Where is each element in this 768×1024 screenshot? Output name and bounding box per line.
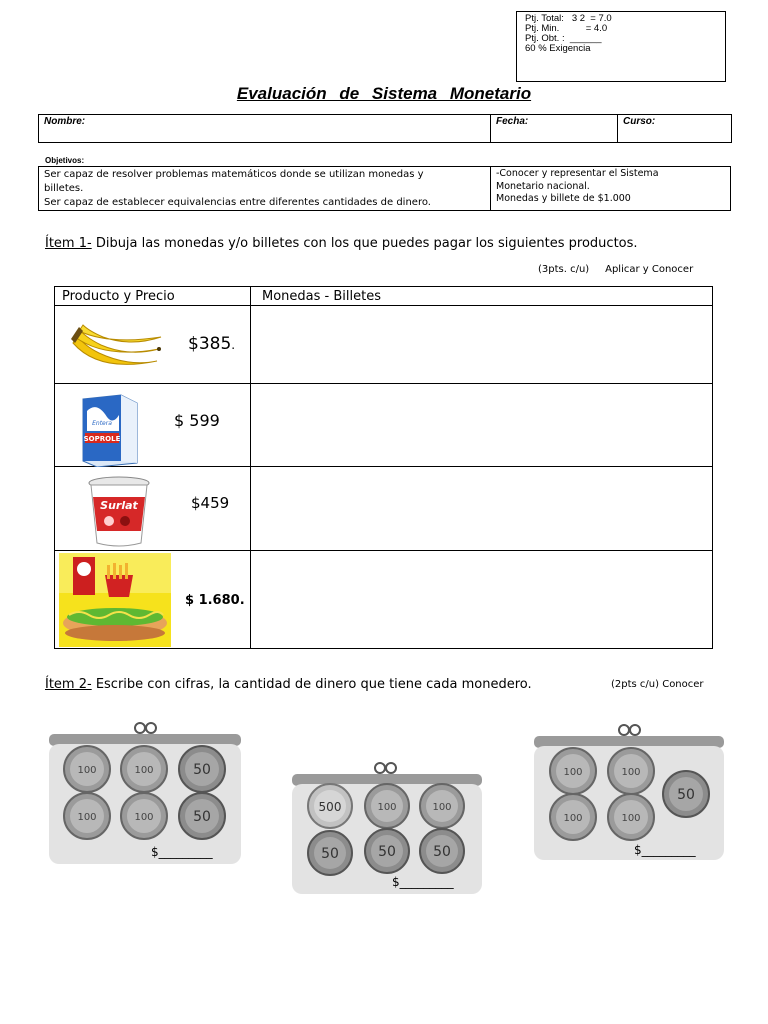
svg-text:100: 100	[563, 767, 583, 778]
objectives-right	[491, 167, 730, 210]
svg-text:100: 100	[134, 765, 154, 776]
purse-2	[290, 762, 484, 896]
score-obtained: Ptj. Obt. : ______	[525, 33, 602, 44]
coin-100	[365, 784, 409, 828]
objectives-table	[38, 166, 731, 211]
answer-blank[interactable]: $_________	[151, 845, 213, 859]
svg-text:100: 100	[134, 812, 154, 823]
coin-100	[608, 748, 654, 794]
score-min: Ptj. Min. = 4.0	[525, 23, 608, 34]
item1-heading	[45, 236, 638, 251]
column-divider	[250, 287, 251, 648]
item1-text: Dibuja las monedas y/o billetes con los que puedes pagar los siguientes productos.	[91, 236, 638, 251]
item2-text: Escribe con cifras, la cantidad de dinero que tiene cada monedero.	[91, 677, 532, 692]
price-banana: $385.	[188, 334, 236, 354]
svg-text:50: 50	[433, 844, 451, 860]
objective-line: Ser capaz de resolver problemas matemáticos donde se utilizan monedas y	[44, 169, 424, 180]
coin-50	[308, 831, 352, 875]
student-info-table	[38, 114, 732, 143]
course-field[interactable]: Curso:	[623, 116, 656, 127]
svg-text:100: 100	[377, 802, 397, 813]
coin-100	[64, 793, 110, 839]
coin-100	[420, 784, 464, 828]
yogurt-icon	[85, 475, 153, 549]
price-yogurt: $459	[191, 494, 230, 512]
coin-50	[179, 746, 225, 792]
coin-50	[420, 829, 464, 873]
coin-100	[550, 794, 596, 840]
svg-text:Surlat: Surlat	[100, 499, 138, 512]
score-requirement: 60 % Exigencia	[525, 43, 591, 54]
objective-line: Monedas y billete de $1.000	[496, 193, 631, 204]
answer-blank[interactable]: $_________	[392, 875, 454, 889]
objective-line: billetes.	[44, 183, 84, 194]
milk-carton-icon	[77, 391, 141, 467]
svg-text:500: 500	[318, 800, 342, 814]
price-combo: $ 1.680.	[185, 593, 245, 608]
objective-line: -Conocer y representar el Sistema	[496, 168, 659, 179]
svg-text:100: 100	[432, 802, 452, 813]
coin-100	[550, 748, 596, 794]
row-divider	[55, 466, 712, 467]
svg-text:50: 50	[321, 846, 339, 862]
purse-3	[534, 724, 726, 862]
svg-text:50: 50	[378, 844, 396, 860]
name-field[interactable]: Nombre:	[39, 115, 491, 142]
coin-50	[179, 793, 225, 839]
svg-text:50: 50	[193, 762, 211, 778]
row-divider	[55, 305, 712, 306]
score-total: Ptj. Total: 3 2 = 7.0	[525, 13, 612, 24]
coin-100	[121, 746, 167, 792]
item1-label: Ítem 1-	[45, 236, 92, 251]
svg-text:SOPROLE: SOPROLE	[83, 435, 121, 443]
svg-text:100: 100	[77, 765, 97, 776]
item2-points: (2pts c/u) Conocer	[611, 679, 704, 690]
svg-text:100: 100	[563, 813, 583, 824]
objective-line: Ser capaz de establecer equivalencias entre diferentes cantidades de dinero.	[44, 197, 431, 208]
coin-50	[365, 829, 409, 873]
coin-100	[64, 746, 110, 792]
hotdog-icon	[59, 553, 171, 647]
item1-points: (3pts. c/u) Aplicar y Conocer	[538, 264, 694, 275]
svg-text:100: 100	[621, 767, 641, 778]
item2-heading	[45, 677, 532, 692]
banana-icon	[69, 323, 163, 371]
purse-1	[47, 722, 243, 866]
header-coins: Monedas - Billetes	[262, 289, 381, 304]
svg-text:100: 100	[77, 812, 97, 823]
svg-text:Entera: Entera	[92, 420, 112, 427]
header-product: Producto y Precio	[62, 289, 175, 304]
row-divider	[55, 383, 712, 384]
date-field[interactable]: Fecha:	[491, 115, 618, 142]
products-table	[54, 286, 713, 649]
item2-label: Ítem 2-	[45, 677, 92, 692]
svg-text:50: 50	[677, 787, 695, 803]
objective-line: Monetario nacional.	[496, 180, 590, 192]
coin-100	[121, 793, 167, 839]
svg-text:50: 50	[193, 809, 211, 825]
answer-blank[interactable]: $_________	[634, 843, 696, 857]
coin-50	[663, 771, 709, 817]
page-title: Evaluación de Sistema Monetario	[236, 84, 532, 103]
objectives-left	[39, 167, 491, 210]
price-milk: $ 599	[174, 411, 220, 430]
objectives-label: Objetivos:	[45, 156, 85, 165]
coin-500	[308, 784, 352, 828]
score-box	[516, 11, 726, 82]
svg-text:100: 100	[621, 813, 641, 824]
coin-100	[608, 794, 654, 840]
row-divider	[55, 550, 712, 551]
